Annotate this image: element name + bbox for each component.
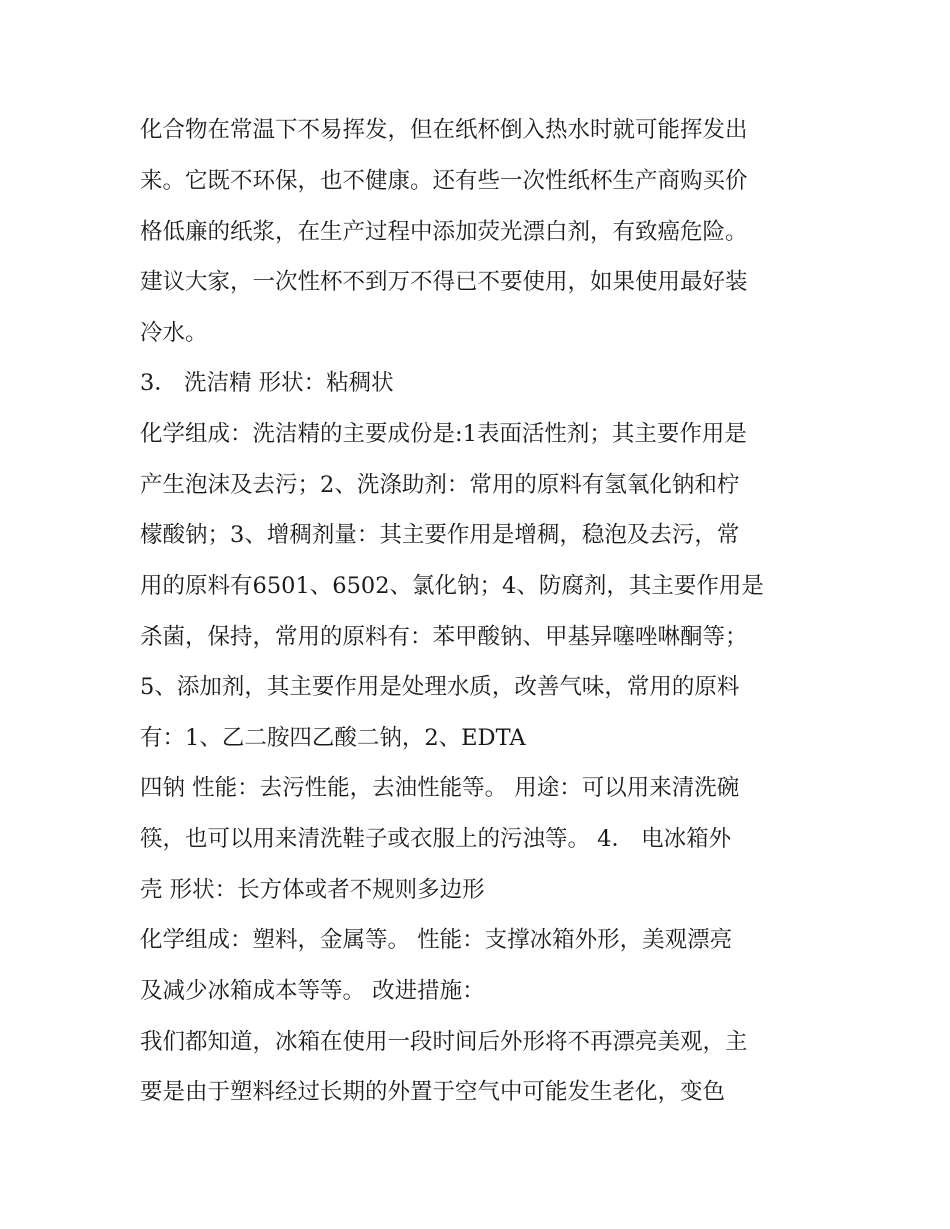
text-line: 建议大家，一次性杯不到万不得已不要使用，如果使用最好装: [140, 269, 748, 295]
text-line: 化合物在常温下不易挥发，但在纸杯倒入热水时就可能挥发出: [140, 117, 748, 143]
text-line: 筷，也可以用来清洗鞋子或衣服上的污浊等。 4． 电冰箱外: [140, 826, 732, 852]
text-line: 我们都知道，冰箱在使用一段时间后外形将不再漂亮美观，主: [140, 1029, 748, 1055]
section-heading-detergent: 3． 洗洁精 形状：粘稠状: [140, 370, 394, 396]
text-line: 檬酸钠；3、增稠剂量：其主要作用是增稠，稳泡及去污，常: [140, 522, 740, 548]
text-line: 要是由于塑料经过长期的外置于空气中可能发生老化，变色: [140, 1079, 726, 1105]
text-line: 产生泡沫及去污；2、洗涤助剂：常用的原料有氢氧化钠和柠: [140, 472, 740, 498]
text-line: 及减少冰箱成本等等。 改进措施：: [140, 978, 485, 1004]
text-line: 化学组成：洗洁精的主要成份是:1表面活性剂；其主要作用是: [140, 421, 747, 447]
text-line: 5、添加剂，其主要作用是处理水质，改善气味，常用的原料: [140, 674, 740, 700]
text-line: 化学组成：塑料，金属等。 性能：支撑冰箱外形，美观漂亮: [140, 927, 733, 953]
text-line: 用的原料有6501、6502、氯化钠；4、防腐剂，其主要作用是: [140, 573, 764, 599]
text-line: 四钠 性能：去污性能，去油性能等。 用途：可以用来清洗碗: [140, 775, 740, 801]
text-line: 有：1、乙二胺四乙酸二钠，2、EDTA: [140, 725, 526, 751]
text-line: 来。它既不环保，也不健康。还有些一次性纸杯生产商购买价: [140, 168, 748, 194]
text-line: 格低廉的纸浆，在生产过程中添加荧光漂白剂，有致癌危险。: [140, 219, 748, 245]
text-line: 杀菌，保持，常用的原料有：苯甲酸钠、甲基异噻唑啉酮等；: [140, 624, 748, 650]
section-heading-fridge-shell: 壳 形状：长方体或者不规则多边形: [140, 877, 485, 903]
text-line: 冷水。: [140, 320, 208, 346]
